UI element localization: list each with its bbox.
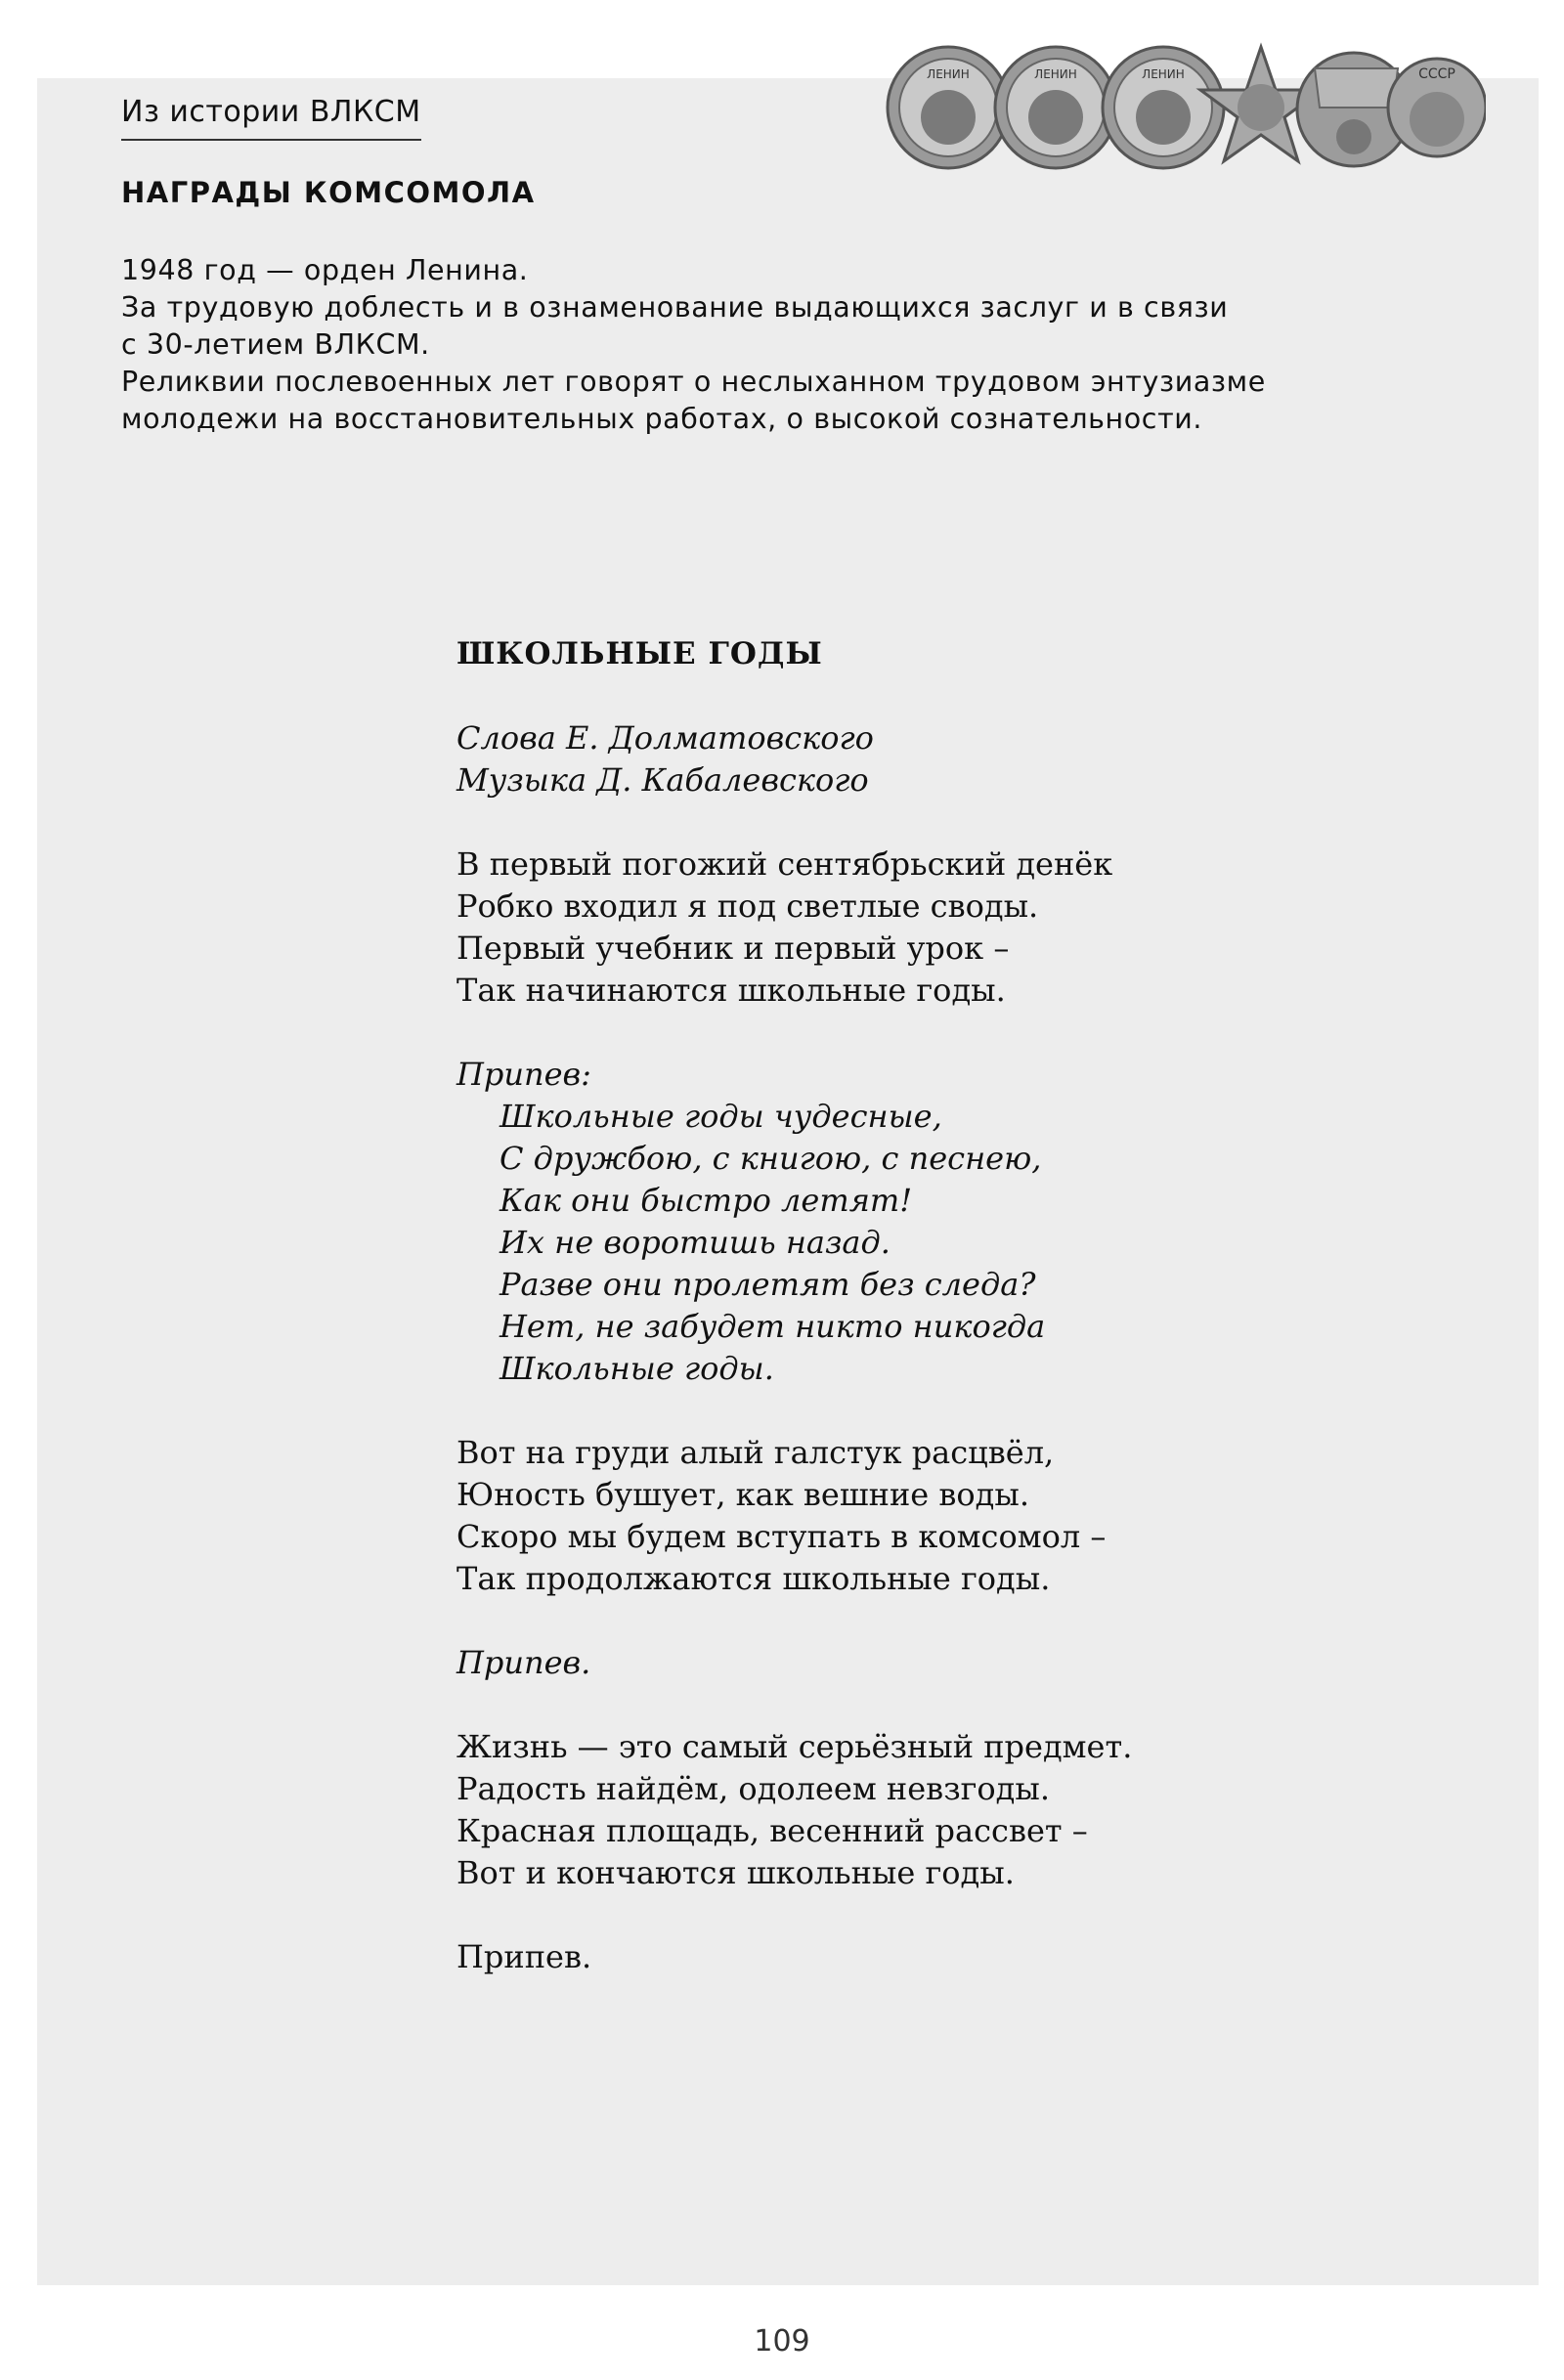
chorus	[456, 1054, 1336, 1390]
lenin-order-2-label: ЛЕНИН	[1034, 67, 1077, 81]
chorus-line: Их не воротишь назад.	[500, 1224, 891, 1261]
song	[456, 633, 1336, 1978]
song-credits	[456, 717, 1336, 801]
chorus-line: Школьные годы.	[500, 1350, 774, 1387]
chorus-reference-1: Припев.	[456, 1644, 591, 1681]
verse-line: В первый погожий сентябрьский денёк	[456, 845, 1113, 883]
chorus-reference-2: Припев.	[456, 1938, 592, 1975]
chorus-line: Как они быстро летят!	[500, 1182, 913, 1219]
chorus-line: Разве они пролетят без следа?	[500, 1266, 1036, 1303]
komsomol-medals-illustration	[880, 29, 1486, 186]
verse-1	[456, 844, 1336, 1012]
verse-3	[456, 1726, 1336, 1894]
chorus-line: Школьные годы чудесные,	[500, 1098, 942, 1135]
awards-line: молодежи на восстановительных работах, о высокой сознательности.	[121, 403, 1203, 435]
awards-line: с 30-летием ВЛКСМ.	[121, 328, 430, 361]
verse-line: Так начинаются школьные годы.	[456, 972, 1006, 1009]
ussr-order-icon	[1388, 59, 1486, 156]
verse-line: Жизнь — это самый серьёзный предмет.	[456, 1728, 1133, 1765]
awards-title: НАГРАДЫ КОМСОМОЛА	[121, 176, 536, 209]
verse-2	[456, 1432, 1336, 1600]
lenin-order-3-label: ЛЕНИН	[1142, 67, 1185, 81]
song-title: ШКОЛЬНЫЕ ГОДЫ	[456, 636, 823, 671]
lenin-order-1-icon	[888, 47, 1009, 168]
lenin-order-3-icon	[1103, 47, 1224, 168]
lenin-order-1-label: ЛЕНИН	[927, 67, 970, 81]
verse-line: Первый учебник и первый урок –	[456, 930, 1010, 967]
verse-line: Радость найдём, одолеем невзгоды.	[456, 1770, 1051, 1807]
awards-paragraph	[121, 252, 1392, 438]
awards-line: За трудовую доблесть и в ознаменование выдающихся заслуг и в связи	[121, 291, 1229, 324]
lenin-order-2-icon	[995, 47, 1116, 168]
awards-line: 1948 год — орден Ленина.	[121, 254, 529, 286]
ussr-order-label: СССР	[1418, 66, 1455, 82]
chorus-line: С дружбою, с книгою, с песнею,	[500, 1140, 1042, 1177]
verse-line: Вот на груди алый галстук расцвёл,	[456, 1434, 1055, 1471]
music-credit: Музыка Д. Кабалевского	[456, 761, 869, 799]
awards-line: Реликвии послевоенных лет говорят о неслыханном трудовом энтузиазме	[121, 366, 1266, 398]
chorus-line: Нет, не забудет никто никогда	[500, 1308, 1046, 1345]
verse-line: Робко входил я под светлые своды.	[456, 887, 1039, 925]
page-number: 109	[754, 2324, 810, 2358]
section-label: Из истории ВЛКСМ	[121, 94, 421, 141]
words-credit: Слова Е. Долматовского	[456, 719, 874, 757]
verse-line: Вот и кончаются школьные годы.	[456, 1854, 1015, 1891]
verse-line: Скоро мы будем вступать в комсомол –	[456, 1518, 1107, 1555]
verse-line: Красная площадь, весенний рассвет –	[456, 1812, 1088, 1849]
verse-line: Юность бушует, как вешние воды.	[456, 1476, 1029, 1513]
chorus-label: Припев:	[456, 1056, 591, 1093]
verse-line: Так продолжаются школьные годы.	[456, 1560, 1051, 1597]
